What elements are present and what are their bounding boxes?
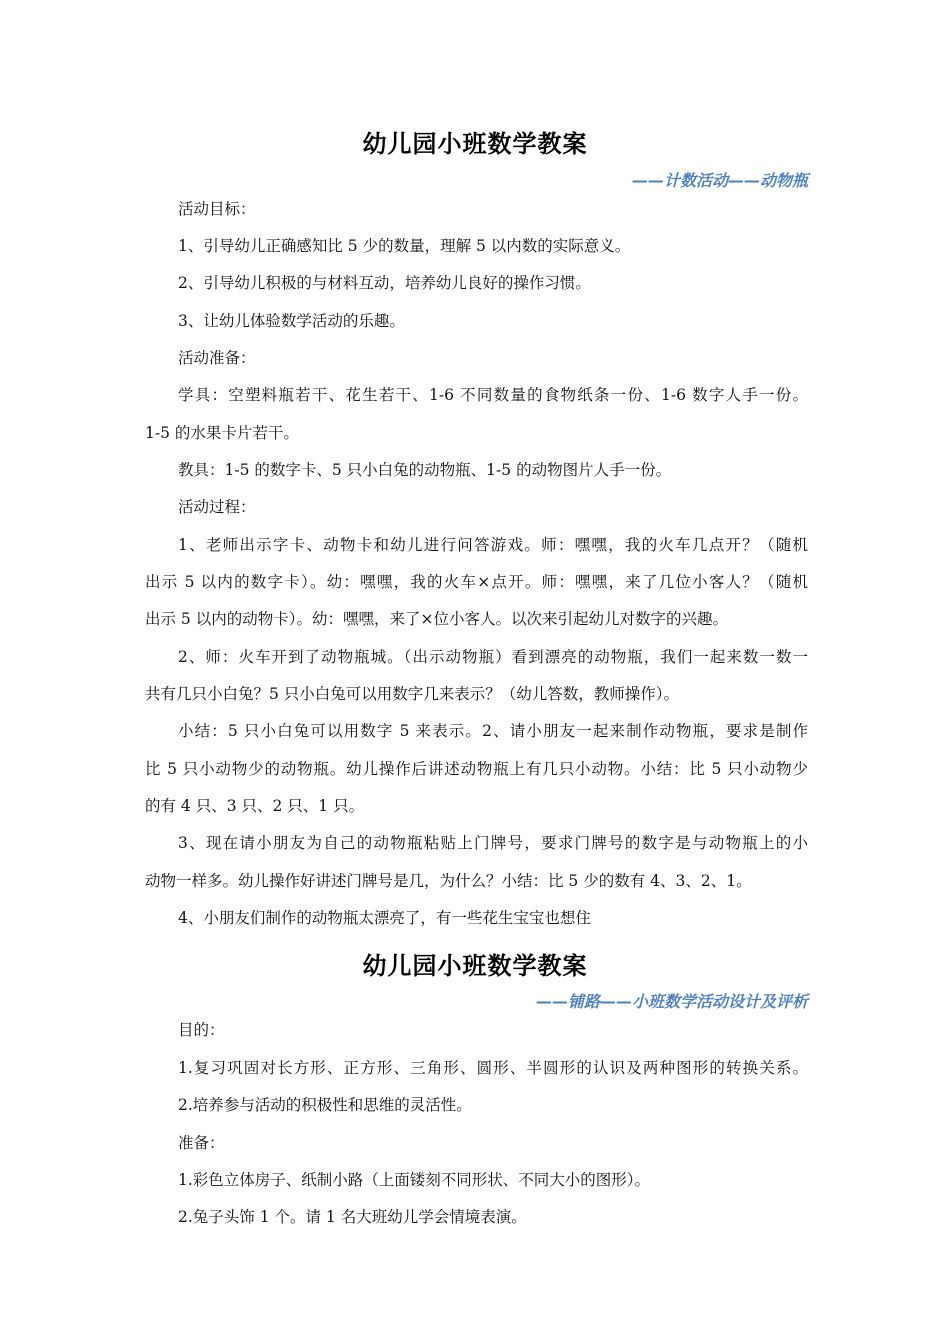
doc1-line: 共有几只小白兔？5 只小白兔可以用数字几来表示？（幼儿答数，教师操作）。: [145, 685, 680, 703]
doc1-subtitle: ——计数活动——动物瓶: [631, 171, 808, 190]
doc1-line: 小结：5 只小白兔可以用数字 5 来表示。2、请小朋友一起来制作动物瓶，要求是制作: [178, 722, 808, 740]
doc1-line: 1-5 的水果卡片若干。: [145, 424, 299, 442]
doc1-line: 动物一样多。幼儿操作好讲述门牌号是几，为什么？小结：比 5 少的数有 4、3、2、1。: [145, 872, 752, 890]
doc1-line: 的有 4 只、3 只、2 只、1 只。: [145, 797, 365, 815]
doc2-line: 1.彩色立体房子、纸制小路（上面镂刻不同形状、不同大小的图形）。: [178, 1171, 651, 1189]
doc1-title: 幼儿园小班数学教案: [362, 130, 588, 158]
doc2-line: 2.兔子头饰 1 个。请 1 名大班幼儿学会情境表演。: [178, 1208, 527, 1226]
doc2-subtitle: ——铺路——小班数学活动设计及评析: [535, 992, 808, 1011]
doc1-line: 1、引导幼儿正确感知比 5 少的数量，理解 5 以内数的实际意义。: [178, 237, 631, 255]
doc1-line: 1、老师出示字卡、动物卡和幼儿进行问答游戏。师：嘿嘿，我的火车几点开？（随机: [178, 536, 808, 554]
doc2-title: 幼儿园小班数学教案: [362, 952, 588, 980]
doc1-line: 3、让幼儿体验数学活动的乐趣。: [178, 312, 405, 330]
doc1-line: 活动目标：: [178, 200, 256, 218]
doc2-line: 准备：: [178, 1134, 225, 1152]
doc2-line: 2.培养参与活动的积极性和思维的灵活性。: [178, 1096, 472, 1114]
doc1-line: 4、小朋友们制作的动物瓶太漂亮了，有一些花生宝宝也想住: [178, 909, 591, 927]
doc1-line: 出示 5 以内的动物卡）。幼：嘿嘿，来了×位小客人。以次来引起幼儿对数字的兴趣。: [145, 610, 728, 628]
doc1-line: 教具：1-5 的数字卡、5 只小白兔的动物瓶、1-5 的动物图片人手一份。: [178, 461, 672, 479]
doc1-line: 学具：空塑料瓶若干、花生若干、1-6 不同数量的食物纸条一份、1-6 数字人手一份。: [178, 386, 808, 404]
doc1-line: 活动过程：: [178, 498, 256, 516]
doc1-line: 比 5 只小动物少的动物瓶。幼儿操作后讲述动物瓶上有几只小动物。小结：比 5 只小动物少: [145, 760, 808, 778]
doc1-line: 出示 5 以内的数字卡）。幼：嘿嘿，我的火车×点开。师：嘿嘿，来了几位小客人？（随机: [145, 573, 808, 591]
doc1-line: 2、引导幼儿积极的与材料互动，培养幼儿良好的操作习惯。: [178, 274, 591, 292]
doc2-line: 1.复习巩固对长方形、正方形、三角形、圆形、半圆形的认识及两种图形的转换关系。: [178, 1059, 808, 1077]
doc1-line: 2、师：火车开到了动物瓶城。（出示动物瓶）看到漂亮的动物瓶，我们一起来数一数一: [178, 648, 808, 666]
doc1-line: 3、现在请小朋友为自己的动物瓶粘贴上门牌号，要求门牌号的数字是与动物瓶上的小: [178, 834, 808, 852]
doc1-line: 活动准备：: [178, 349, 256, 367]
doc2-line: 目的：: [178, 1021, 225, 1039]
